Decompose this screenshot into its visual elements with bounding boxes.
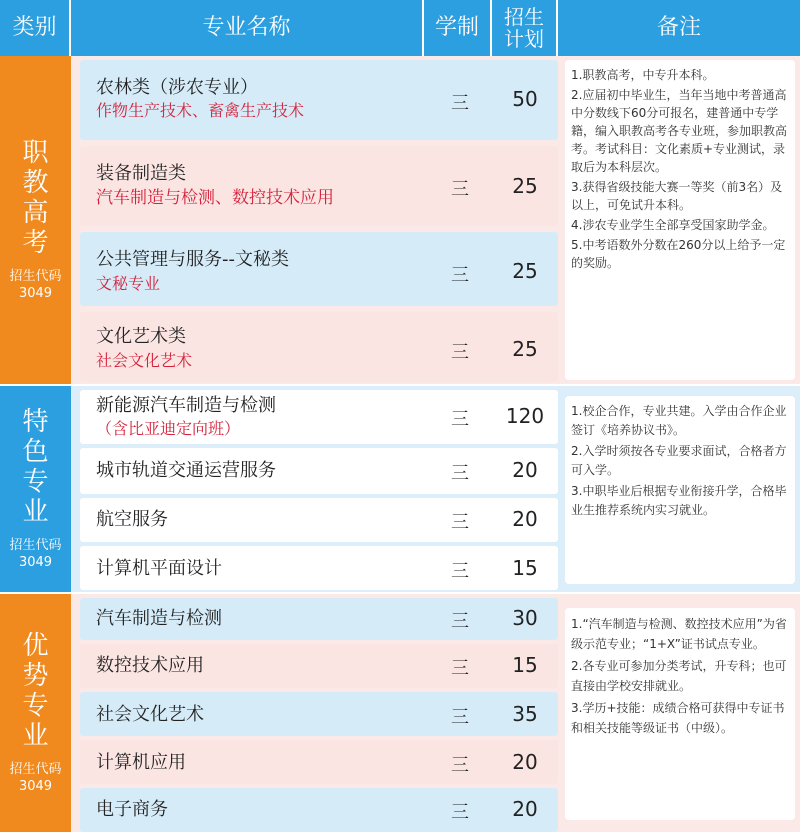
plan-count: 25	[512, 174, 538, 198]
system-years: 三	[451, 265, 469, 286]
category-cell-vocational	[0, 56, 71, 384]
remark-item: 1.校企合作，专业共建。入学由合作企业签订《培养协议书》。	[571, 404, 787, 437]
header-remarks-label: 备注	[656, 14, 701, 40]
enroll-code-label: 招生代码	[9, 762, 62, 777]
major-name: 汽车制造与检测	[96, 608, 222, 629]
enroll-code-label: 招生代码	[9, 538, 62, 553]
category-cell-advantage	[0, 594, 71, 832]
system-years: 三	[451, 561, 469, 582]
remark-item: 3.获得省级技能大赛一等奖（前3名）及以上，可免试升本科。	[571, 180, 783, 212]
enroll-code: 3049	[18, 779, 53, 794]
major-name: 装备制造类	[96, 163, 186, 184]
system-years: 三	[451, 611, 469, 632]
plan-count: 20	[512, 797, 538, 821]
major-subtitle: （含比亚迪定向班）	[96, 419, 241, 438]
remark-item: 1.职教高考，中专升本科。	[571, 68, 715, 82]
remark-item: 4.涉农专业学生全部享受国家助学金。	[571, 218, 775, 232]
header-plan-label: 招生计划	[504, 5, 544, 51]
enroll-code-label: 招生代码	[9, 269, 62, 284]
plan-count: 15	[512, 653, 538, 677]
header-major-name-label: 专业名称	[202, 14, 291, 40]
remark-item: 2.入学时须按各专业要求面试，合格者方可入学。	[571, 444, 787, 477]
category-name: 优势专业	[22, 631, 49, 751]
major-name: 计算机平面设计	[96, 558, 222, 579]
system-years: 三	[451, 179, 469, 200]
plan-count: 15	[512, 556, 538, 580]
enroll-code: 3049	[18, 286, 53, 301]
remark-item: 5.中考语数外分数在260分以上给予一定的奖励。	[571, 238, 786, 270]
remarks-box	[565, 396, 795, 584]
system-years: 三	[451, 409, 469, 430]
enroll-code: 3049	[18, 555, 53, 570]
plan-count: 30	[512, 606, 538, 630]
major-name: 新能源汽车制造与检测	[96, 395, 276, 416]
remark-item: 3.中职毕业后根据专业衔接升学，合格毕业生推荐系统内实习就业。	[571, 484, 787, 517]
major-name: 计算机应用	[96, 752, 186, 773]
major-name: 公共管理与服务--文秘类	[96, 249, 289, 270]
category-name: 职教高考	[22, 138, 49, 258]
remarks-box	[565, 608, 795, 820]
major-name: 电子商务	[96, 799, 168, 820]
category-cell-featured	[0, 386, 71, 592]
header-plan	[492, 0, 558, 56]
plan-count: 20	[512, 507, 538, 531]
system-years: 三	[451, 802, 469, 823]
system-years: 三	[451, 512, 469, 533]
plan-count: 35	[512, 702, 538, 726]
major-subtitle: 汽车制造与检测、数控技术应用	[96, 188, 334, 208]
header-major-name	[71, 0, 424, 56]
major-name: 文化艺术类	[96, 326, 186, 347]
system-years: 三	[451, 342, 469, 363]
plan-count: 20	[512, 458, 538, 482]
plan-count: 25	[512, 337, 538, 361]
plan-count: 20	[512, 750, 538, 774]
major-name: 社会文化艺术	[96, 704, 204, 725]
remark-item: 3.学历+技能：成绩合格可获得中专证书和相关技能等级证书（中级）。	[571, 701, 785, 735]
header-category-label: 类别	[12, 14, 57, 40]
header-category	[0, 0, 71, 56]
major-subtitle: 社会文化艺术	[96, 351, 193, 370]
remark-item: 2.各专业可参加分类考试，升专科；也可直接由学校安排就业。	[571, 659, 787, 693]
remarks-box	[565, 60, 795, 380]
major-subtitle: 作物生产技术、畜禽生产技术	[96, 101, 305, 120]
major-name: 数控技术应用	[96, 655, 204, 676]
system-years: 三	[451, 707, 469, 728]
major-name: 城市轨道交通运营服务	[96, 460, 276, 481]
major-name: 农林类（涉农专业）	[96, 77, 258, 98]
major-name: 航空服务	[96, 509, 168, 530]
system-years: 三	[451, 755, 469, 776]
plan-count: 25	[512, 259, 538, 283]
remark-item: 2.应届初中毕业生，当年当地中考普通高中分数线下60分可报名，建普通中专学籍，编入职教高考各专业班，参加职教高考。考试科目：文化素质+专业测试，录取后为本科层次。	[571, 88, 788, 174]
plan-count: 120	[505, 404, 545, 428]
system-years: 三	[451, 463, 469, 484]
category-name: 特色专业	[22, 407, 49, 527]
header-system-label: 学制	[434, 14, 479, 40]
plan-count: 50	[512, 87, 538, 111]
header-remarks	[558, 0, 800, 56]
header-system	[424, 0, 492, 56]
system-years: 三	[451, 93, 469, 114]
major-subtitle: 文秘专业	[96, 274, 161, 293]
system-years: 三	[451, 658, 469, 679]
remark-item: 1.“汽车制造与检测、数控技术应用”为省级示范专业；“1+X”证书试点专业。	[571, 617, 787, 651]
